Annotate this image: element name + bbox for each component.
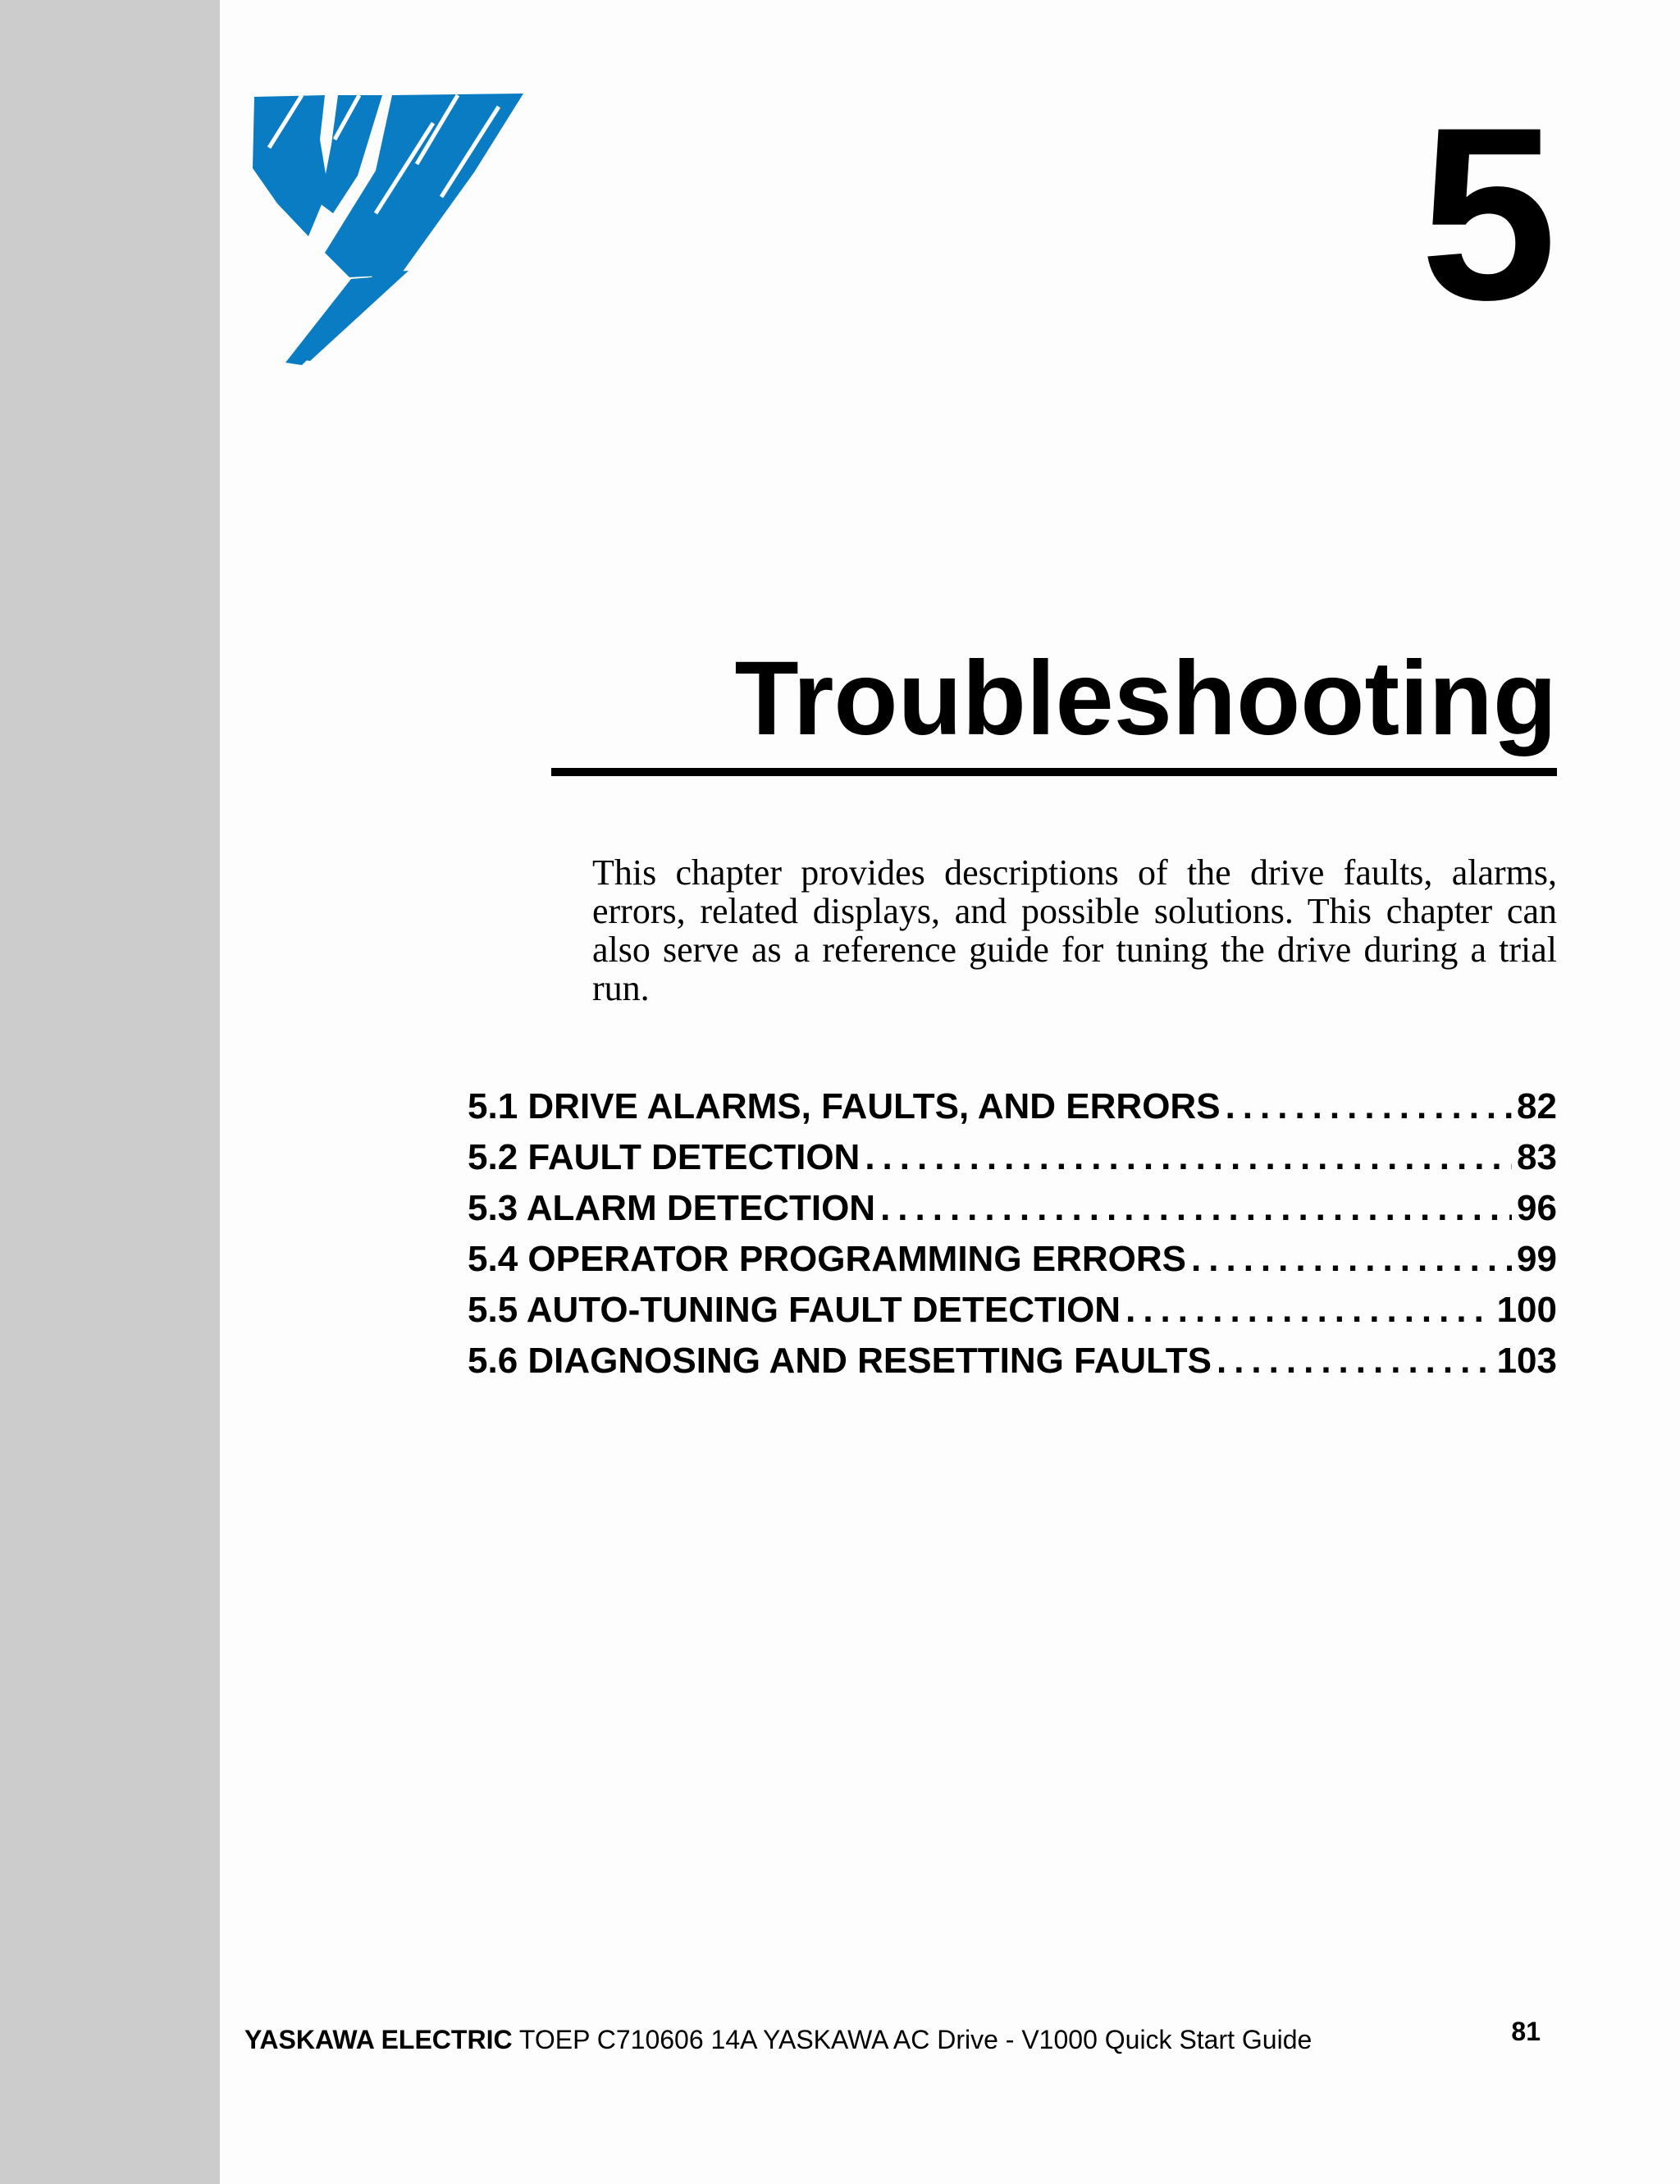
toc-leader-dots [1226,1081,1512,1132]
toc-entry-5-5[interactable] [468,1285,1557,1336]
toc-leader-dots [865,1132,1512,1183]
toc-entry-5-6[interactable] [468,1336,1557,1387]
toc-entry-page: 83 [1517,1137,1557,1177]
toc-entry-label: 5.2 FAULT DETECTION [468,1137,861,1177]
toc-entry-5-4[interactable] [468,1234,1557,1285]
chapter-number: 5 [1420,75,1557,351]
title-divider [551,768,1557,776]
table-of-contents [468,1081,1557,1387]
sidebar-margin [0,0,220,2184]
toc-entry-label: 5.3 ALARM DETECTION [468,1188,876,1228]
toc-entry-label: 5.6 DIAGNOSING AND RESETTING FAULTS [468,1341,1212,1381]
toc-entry-label: 5.1 DRIVE ALARMS, FAULTS, AND ERRORS [468,1086,1221,1126]
toc-entry-label: 5.5 AUTO-TUNING FAULT DETECTION [468,1290,1121,1330]
chapter-intro: This chapter provides descriptions of the drive faults, alarms, errors, related displays, and possible solutions. This chapter can also serve as a reference guide for tuning the drive during a trial run. [592,852,1557,1008]
toc-entry-page: 99 [1517,1239,1557,1279]
toc-leader-dots [880,1183,1512,1234]
toc-entry-page: 82 [1517,1086,1557,1126]
page-number: 81 [1511,2017,1541,2046]
toc-entry-5-2[interactable] [468,1132,1557,1183]
toc-entry-5-3[interactable] [468,1183,1557,1234]
toc-entry-label: 5.4 OPERATOR PROGRAMMING ERRORS [468,1239,1187,1279]
toc-entry-5-1[interactable] [468,1081,1557,1132]
toc-entry-page: 103 [1496,1341,1557,1381]
toc-leader-dots [1217,1336,1492,1387]
toc-leader-dots [1125,1285,1491,1336]
yaskawa-logo-icon [253,90,523,365]
toc-entry-page: 100 [1496,1290,1557,1330]
footer-doc-title: TOEP C710606 14A YASKAWA AC Drive - V1000 Quick Start Guide [518,2025,1312,2054]
footer-brand: YASKAWA ELECTRIC [244,2025,513,2054]
page-footer [244,2023,1312,2056]
toc-leader-dots [1191,1234,1512,1285]
chapter-title: Troubleshooting [734,640,1557,757]
toc-entry-page: 96 [1517,1188,1557,1228]
